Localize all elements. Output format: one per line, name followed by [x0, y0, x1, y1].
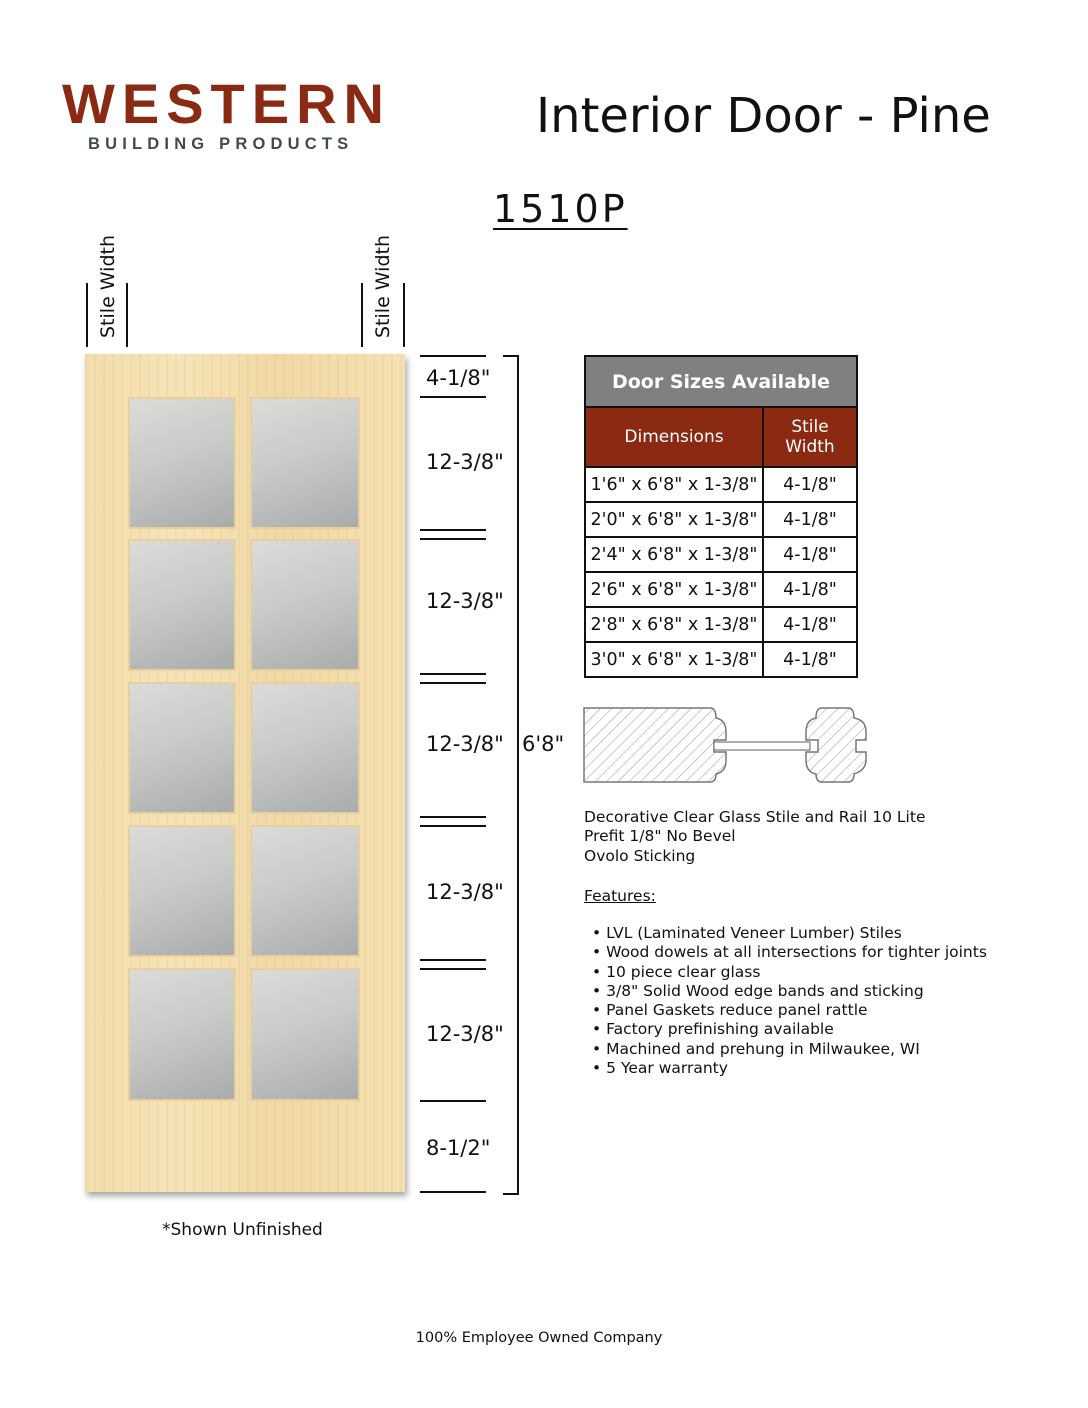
- dim-line: [420, 816, 486, 818]
- stile-profile-drawing: [582, 704, 872, 786]
- table-row: [585, 467, 857, 502]
- glass-pane: [128, 682, 236, 814]
- logo-wordmark: WESTERN: [62, 72, 391, 135]
- dim-line: [420, 968, 486, 970]
- stile-marker-left-inner: [126, 283, 128, 347]
- dim-line: [420, 355, 486, 357]
- dim-line: [420, 396, 486, 398]
- table-row: [585, 502, 857, 537]
- cell-dimension: 2'4" x 6'8" x 1-3/8": [585, 537, 763, 572]
- cell-dimension: 2'0" x 6'8" x 1-3/8": [585, 502, 763, 537]
- glass-pane: [250, 968, 360, 1101]
- dim-line: [420, 673, 486, 675]
- list-item: • Factory prefinishing available: [592, 1020, 987, 1039]
- features-heading: Features:: [584, 887, 656, 905]
- list-item: • 5 Year warranty: [592, 1059, 987, 1078]
- stile-width-label-right: Stile Width: [372, 235, 394, 338]
- list-item: • Wood dowels at all intersections for tighter joints: [592, 943, 987, 962]
- cell-stile-width: 4-1/8": [763, 502, 857, 537]
- dim-pane-4: 12-3/8": [426, 880, 504, 904]
- overall-height: 6'8": [522, 732, 565, 756]
- dim-line: [420, 959, 486, 961]
- stile-width-label-left: Stile Width: [97, 235, 119, 338]
- dim-pane-5: 12-3/8": [426, 1022, 504, 1046]
- cell-stile-width: 4-1/8": [763, 537, 857, 572]
- list-item: • LVL (Laminated Veneer Lumber) Stiles: [592, 924, 987, 943]
- dim-line: [420, 825, 486, 827]
- dim-pane-1: 12-3/8": [426, 450, 504, 474]
- glass-pane: [128, 539, 236, 671]
- dim-top-rail: 4-1/8": [426, 366, 491, 390]
- stile-marker-right-outer: [403, 283, 405, 347]
- cell-stile-width: 4-1/8": [763, 607, 857, 642]
- column-header-stile-width: Stile Width: [763, 407, 857, 467]
- finish-note: *Shown Unfinished: [162, 1220, 323, 1240]
- features-list: [592, 924, 987, 1078]
- description-line: Decorative Clear Glass Stile and Rail 10 Lite: [584, 808, 926, 826]
- glass-pane: [250, 397, 360, 529]
- cell-stile-width: 4-1/8": [763, 572, 857, 607]
- cell-dimension: 1'6" x 6'8" x 1-3/8": [585, 467, 763, 502]
- list-item: • 3/8" Solid Wood edge bands and sticking: [592, 982, 987, 1001]
- description-line: Prefit 1/8" No Bevel: [584, 827, 736, 845]
- glass-pane: [128, 397, 236, 529]
- list-item: • Machined and prehung in Milwaukee, WI: [592, 1040, 987, 1059]
- dim-line: [420, 538, 486, 540]
- table-row: [585, 642, 857, 677]
- description-line: Ovolo Sticking: [584, 847, 696, 865]
- stile-marker-left-outer: [86, 283, 88, 347]
- door-image: [85, 354, 405, 1192]
- cell-dimension: 3'0" x 6'8" x 1-3/8": [585, 642, 763, 677]
- page-title: Interior Door - Pine: [536, 88, 991, 144]
- glass-pane: [128, 968, 236, 1101]
- footer-text: 100% Employee Owned Company: [415, 1330, 663, 1346]
- column-header-dimensions: Dimensions: [585, 407, 763, 467]
- table-row: [585, 607, 857, 642]
- list-item: • Panel Gaskets reduce panel rattle: [592, 1001, 987, 1020]
- dim-bottom-rail: 8-1/2": [426, 1136, 491, 1160]
- table-title: Door Sizes Available: [585, 356, 857, 407]
- glass-pane: [250, 825, 360, 957]
- logo-subtitle: BUILDING PRODUCTS: [88, 135, 354, 153]
- glass-pane: [250, 539, 360, 671]
- glass-pane: [128, 825, 236, 957]
- glass-pane: [250, 682, 360, 814]
- dim-pane-3: 12-3/8": [426, 732, 504, 756]
- list-item: • 10 piece clear glass: [592, 963, 987, 982]
- height-bracket: [503, 355, 519, 1195]
- dim-line: [420, 682, 486, 684]
- cell-stile-width: 4-1/8": [763, 642, 857, 677]
- dim-line: [420, 1100, 486, 1102]
- model-number: 1510P: [493, 187, 628, 231]
- table-row: [585, 537, 857, 572]
- table-row: [585, 572, 857, 607]
- dim-line: [420, 529, 486, 531]
- door-sizes-table: [584, 355, 858, 678]
- dim-line: [420, 1191, 486, 1193]
- stile-marker-right-inner: [361, 283, 363, 347]
- cell-dimension: 2'8" x 6'8" x 1-3/8": [585, 607, 763, 642]
- cell-stile-width: 4-1/8": [763, 467, 857, 502]
- cell-dimension: 2'6" x 6'8" x 1-3/8": [585, 572, 763, 607]
- dim-pane-2: 12-3/8": [426, 589, 504, 613]
